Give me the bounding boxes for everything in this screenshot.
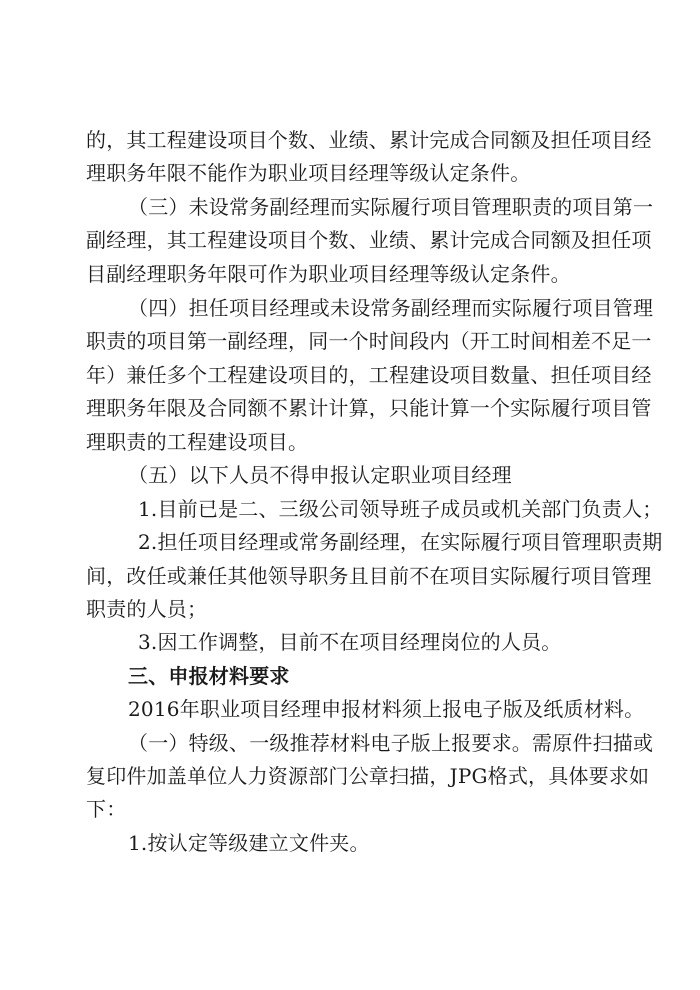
text-line: 理职责的工程建设项目。: [86, 430, 309, 454]
text-line: 3.因工作调整，目前不在项目经理岗位的人员。: [138, 630, 562, 654]
text-line: 理职务年限不能作为职业项目经理等级认定条件。: [86, 161, 531, 185]
text-line: 理职务年限及合同额不累计计算，只能计算一个实际履行项目管: [86, 396, 652, 420]
text-line: 目副经理职务年限可作为职业项目经理等级认定条件。: [86, 262, 571, 286]
text-line: （四）担任项目经理或未设常务副经理而实际履行项目管理: [128, 296, 654, 320]
text-line: 年）兼任多个工程建设项目的，工程建设项目数量、担任项目经: [86, 363, 652, 387]
text-line: 2016年职业项目经理申报材料须上报电子版及纸质材料。: [128, 697, 645, 721]
text-line: 职责的人员；: [86, 597, 208, 621]
section-heading: 三、申报材料要求: [128, 664, 290, 688]
text-line: （一）特级、一级推荐材料电子版上报要求。需原件扫描或: [128, 731, 654, 755]
text-line: 复印件加盖单位人力资源部门公章扫描，JPG格式，具体要求如: [86, 764, 650, 788]
text-line: （五）以下人员不得申报认定职业项目经理: [128, 463, 512, 487]
text-line: 间，改任或兼任其他领导职务且目前不在项目实际履行项目管理: [86, 564, 652, 588]
text-line: 职责的项目第一副经理，同一个时间段内（开工时间相差不足一: [86, 329, 652, 353]
text-line: （三）未设常务副经理而实际履行项目管理职责的项目第一: [128, 195, 654, 219]
text-line: 的，其工程建设项目个数、业绩、累计完成合同额及担任项目经: [86, 128, 652, 152]
text-line: 下：: [86, 797, 127, 821]
text-line: 2.担任项目经理或常务副经理，在实际履行项目管理职责期: [138, 530, 663, 554]
text-line: 1.目前已是二、三级公司领导班子成员或机关部门负责人；: [138, 497, 663, 521]
text-line: 1.按认定等级建立文件夹。: [128, 831, 370, 855]
text-line: 副经理，其工程建设项目个数、业绩、累计完成合同额及担任项: [86, 228, 652, 252]
